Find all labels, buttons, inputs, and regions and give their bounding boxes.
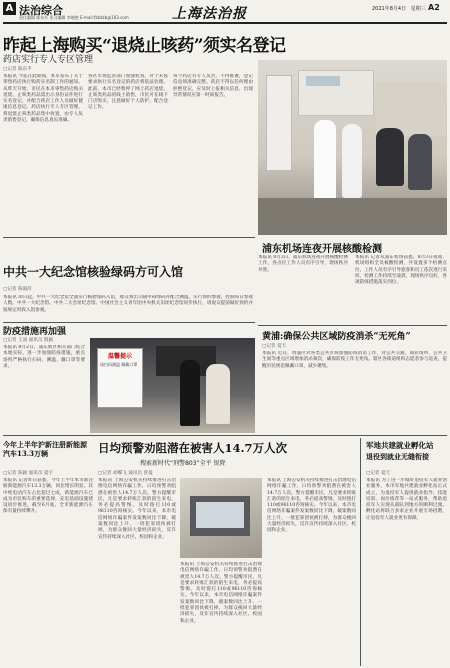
cars-body: 本报讯 记者昨日获悉，今年上半年本市新注册新能源汽车13.3万辆，同比增长明显。其中纯电动汽车占比超过七成，新能源汽车已成为市民购车的重要选择，充电基础设施建设同步推进。截至6月底，全市新能源汽车保有量持续攀升。	[3, 478, 93, 515]
divider-right	[258, 325, 447, 326]
precaution-byline: □记者 王凌 通讯员 殷颖	[3, 338, 54, 343]
sign-text: 请扫码测温 佩戴口罩	[100, 362, 138, 367]
military-subhead: 退役到就业无缝衔接	[366, 452, 429, 461]
huangpu-headline: 黄浦:确保公共区域防疫消杀“无死角”	[262, 332, 411, 342]
huangpu-byline: □记者 夏天	[262, 344, 287, 349]
fraud-body-3: 本报讯 上海公安机关持续推进打击治理电信网络诈骗工作，日均预警劝阻潜在被害人14.7万人次。警方提醒市民，凡是要求转账汇款的陌生来电，务必提高警惕，及时拨打110或96110咨询核实。今年以来，本市电信网络诈骗案件发案数同比下降，破案数同比上升，一批犯罪团伙被打掉，为群众挽回大量经济损失，反诈宣传持续深入社区、校园和企业。	[267, 478, 356, 534]
military-byline: □记者 夏天	[366, 471, 391, 476]
issue-page: A2	[428, 3, 440, 12]
cars-headline-1: 今年上半年沪新注册新能源汽车13.3万辆	[3, 440, 87, 458]
memorial-body: 本报讯 即日起，中共一大纪念馆全面实行核验绿码入馆，观众须出示随申码绿码并配合测温，实行预约参观，控制每日参观人数。中共一大纪念馆、中共二大会址纪念馆、中国社会主义青年团中央机关旧址纪念馆同步执行，请观众提前做好预约并按规定时段入馆参观。	[3, 295, 253, 313]
fraud-byline: □记者 胡蝶飞 通讯员 曾曼	[98, 471, 153, 476]
fraud-subhead: 搜索新时代“刑警803”全平 锐降	[140, 460, 226, 467]
section-title: 法治综合	[19, 4, 63, 17]
memorial-byline: □记者 陈毅萍	[3, 287, 32, 292]
airport-body-2: 本报讯 记者从浦东机场获悉，8月3日夜间，机场组织全员核酸检测，共设置多个检测点位，工作人员有序引导旅客和员工依次进行采样。检测工作持续至凌晨，现场秩序良好，各项防疫措施落实到位。	[355, 255, 447, 286]
fraud-body-1: 本报讯 上海公安机关持续推进打击治理电信网络诈骗工作，日均预警劝阻潜在被害人14.7万人次。警方提醒市民，凡是要求转账汇款的陌生来电，务必提高警惕，及时拨打110或96110咨询核实。今年以来，本市电信网络诈骗案件发案数同比下降，破案数同比上升，一批犯罪团伙被打掉，为群众挽回大量经济损失，反诈宣传持续深入社区、校园和企业。	[98, 478, 176, 540]
weekday-text: 星期三	[410, 6, 426, 12]
precaution-body: 本报讯 8月2日，浦东新区相关部门结合本地实际，进一步加强防疫措施，重点场所严格执行扫码、测温、戴口罩等要求。	[3, 345, 85, 369]
airport-testing-photo	[258, 60, 447, 235]
fraud-photo	[180, 478, 262, 558]
divider-cars	[3, 435, 447, 436]
lead-column-2: 各区市场监管部门加强检查，对于未按要求执行实名登记的药店将依法处理。此前，本市已经暂停了网上药店退烧、止咳类药品的线上销售，市民可在线下门店购买，注意做好个人防护，配合登记工作。	[88, 74, 168, 111]
precaution-photo	[90, 338, 255, 433]
lead-column-3: 每个药店有专人负责，不得推诿，登记信息须准确完整。药店不得以任何理由拒绝登记，应及时上报相关信息，出现异常情况应第一时间报告。	[173, 74, 253, 98]
divider-memorial	[3, 322, 255, 323]
lead-subhead: 药店实行专人专区管理	[3, 55, 94, 65]
huangpu-body: 本报讯 近日，黄浦区对各类公共区域加强防疫消杀工作，对公共交通、商业场所、公共卫生间等重点区域增加消杀频次，确保防疫工作无死角。辖区各街道组织志愿者参与巡查，提醒市民规范佩戴口罩，减少聚集。	[262, 351, 447, 369]
memorial-headline: 中共一大纪念馆核验绿码方可入馆	[3, 265, 184, 279]
lead-headline: 昨起上海购买“退烧止咳药”须实名登记	[3, 36, 286, 56]
fraud-body-2: 本报讯 上海公安机关持续推进打击治理电信网络诈骗工作，日均预警劝阻潜在被害人14.7万人次。警方提醒市民，凡是要求转账汇款的陌生来电，务必提高警惕，及时拨打110或96110咨询核实。今年以来，本市电信网络诈骗案件发案数同比下降，破案数同比上升，一批犯罪团伙被打掉，为群众挽回大量经济损失，反诈宣传持续深入社区、校园和企业。	[180, 562, 262, 624]
newspaper-logo: 上海法治报	[172, 6, 247, 22]
lead-column-1: 本报讯 今起在此期间，本市发布了关于零售药店执行购药实名制工作的通知。从昨天开始，市民在本市零售药店购买退烧、止咳类药品需出示身份证件进行实名登记，并配合药店工作人员做好健康信息登记。药店执行专人专区管理，将退烧止咳类药品集中放置，由专人负责销售登记，确保信息真实准确。	[3, 74, 83, 124]
page-number-badge: A	[3, 2, 16, 15]
divider-military	[360, 438, 361, 666]
military-body: 本报讯 为了进一步做好退役军人就业创业服务，本市军地共建就业孵化站正式成立，为退役军人提供就业指导、技能培训、岗位推荐等一站式服务，帮助退役军人实现从部队到地方的顺利过渡。孵化站将联合多家企业开展专场招聘，让退役军人就业更有保障。	[366, 478, 447, 521]
military-headline: 军地共建就业孵化站	[366, 441, 434, 450]
masthead-rule	[3, 22, 447, 24]
divider-lead	[3, 237, 255, 238]
sign-title: 温馨提示	[107, 353, 132, 360]
fraud-headline: 日均预警劝阻潜在被害人14.7万人次	[98, 441, 288, 455]
date-text: 2021年8月4日	[372, 6, 407, 12]
issue-date	[372, 5, 426, 12]
cars-byline: □记者 陈颖 通讯员 夏宇	[3, 471, 54, 476]
masthead-meta: 责任编辑 陈东升 见习编辑 李晓艳 E-mail:fzbdzb@163.com	[19, 15, 129, 20]
lead-byline: □记者 陈东平	[3, 67, 32, 72]
airport-body-1: 本报讯 8月3日，浦东机场连夜开展核酸检测工作，各点位工作人员有序引导，现场秩序井然。	[258, 255, 348, 273]
airport-headline: 浦东机场连夜开展核酸检测	[262, 244, 382, 255]
precaution-headline: 防疫措施再加强	[3, 327, 67, 337]
